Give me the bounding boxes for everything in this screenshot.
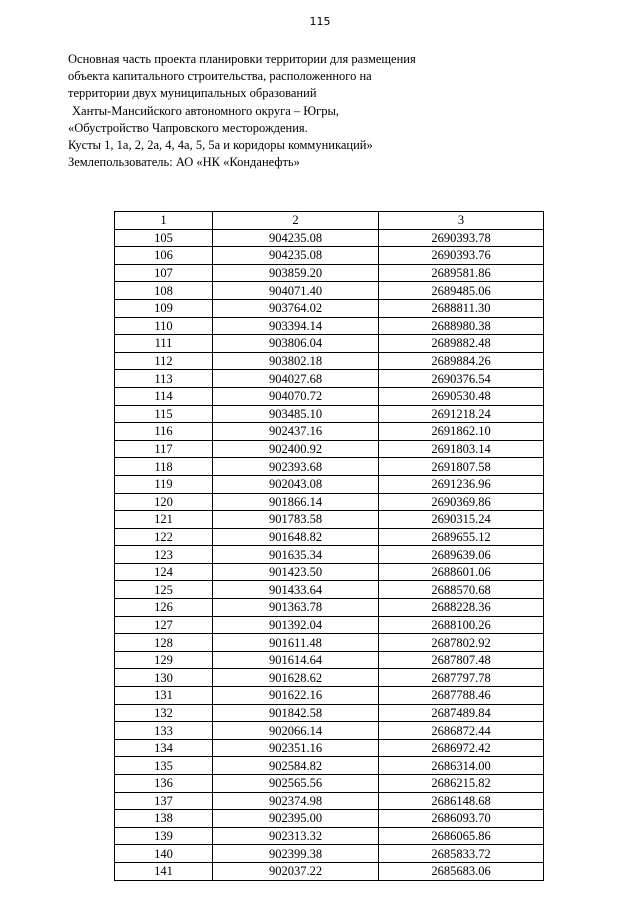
point-number-cell: 135 [115,757,213,775]
table-row [115,370,544,388]
y-coordinate-cell: 2689485.06 [379,282,544,300]
x-coordinate-cell: 901363.78 [213,599,379,617]
table-row [115,299,544,317]
x-coordinate-cell: 904071.40 [213,282,379,300]
table-row [115,423,544,441]
y-coordinate-cell: 2688601.06 [379,563,544,581]
y-coordinate-cell: 2688228.36 [379,599,544,617]
x-coordinate-cell: 902313.32 [213,827,379,845]
point-number-cell: 121 [115,511,213,529]
point-number-cell: 127 [115,616,213,634]
document-header [68,51,588,171]
y-coordinate-cell: 2686314.00 [379,757,544,775]
header-line: объекта капитального строительства, расположенного на [68,69,372,84]
table-row [115,247,544,265]
table-row [115,335,544,353]
x-coordinate-cell: 902399.38 [213,845,379,863]
table-row [115,581,544,599]
table-row [115,669,544,687]
y-coordinate-cell: 2690530.48 [379,387,544,405]
table-row [115,264,544,282]
x-coordinate-cell: 902066.14 [213,722,379,740]
point-number-cell: 132 [115,704,213,722]
column-header: 1 [115,212,213,230]
page-number: 115 [309,15,331,28]
y-coordinate-cell: 2686972.42 [379,739,544,757]
table-row [115,282,544,300]
table-row [115,827,544,845]
y-coordinate-cell: 2689884.26 [379,352,544,370]
point-number-cell: 126 [115,599,213,617]
table-row [115,229,544,247]
table-row [115,440,544,458]
y-coordinate-cell: 2688100.26 [379,616,544,634]
y-coordinate-cell: 2686065.86 [379,827,544,845]
y-coordinate-cell: 2689639.06 [379,546,544,564]
point-number-cell: 108 [115,282,213,300]
table-row [115,405,544,423]
y-coordinate-cell: 2687788.46 [379,687,544,705]
table-row [115,634,544,652]
point-number-cell: 110 [115,317,213,335]
y-coordinate-cell: 2690376.54 [379,370,544,388]
point-number-cell: 117 [115,440,213,458]
table-row [115,704,544,722]
table-row [115,317,544,335]
table-row [115,528,544,546]
y-coordinate-cell: 2686872.44 [379,722,544,740]
point-number-cell: 119 [115,475,213,493]
point-number-cell: 129 [115,651,213,669]
x-coordinate-cell: 901635.34 [213,546,379,564]
table-row [115,352,544,370]
y-coordinate-cell: 2685833.72 [379,845,544,863]
point-number-cell: 141 [115,862,213,880]
x-coordinate-cell: 901842.58 [213,704,379,722]
y-coordinate-cell: 2691807.58 [379,458,544,476]
y-coordinate-cell: 2691803.14 [379,440,544,458]
header-line: Землепользователь: АО «НК «Конданефть» [68,155,300,170]
x-coordinate-cell: 901614.64 [213,651,379,669]
x-coordinate-cell: 901866.14 [213,493,379,511]
y-coordinate-cell: 2686093.70 [379,810,544,828]
x-coordinate-cell: 901783.58 [213,511,379,529]
table-row [115,722,544,740]
y-coordinate-cell: 2687802.92 [379,634,544,652]
table-row [115,511,544,529]
point-number-cell: 115 [115,405,213,423]
point-number-cell: 120 [115,493,213,511]
y-coordinate-cell: 2686148.68 [379,792,544,810]
y-coordinate-cell: 2688811.30 [379,299,544,317]
point-number-cell: 130 [115,669,213,687]
y-coordinate-cell: 2691236.96 [379,475,544,493]
x-coordinate-cell: 902037.22 [213,862,379,880]
table-row [115,862,544,880]
point-number-cell: 125 [115,581,213,599]
y-coordinate-cell: 2690393.78 [379,229,544,247]
point-number-cell: 109 [115,299,213,317]
x-coordinate-cell: 903764.02 [213,299,379,317]
point-number-cell: 113 [115,370,213,388]
table-row [115,546,544,564]
column-header: 3 [379,212,544,230]
y-coordinate-cell: 2690369.86 [379,493,544,511]
x-coordinate-cell: 901392.04 [213,616,379,634]
point-number-cell: 106 [115,247,213,265]
table-row [115,458,544,476]
table-row [115,387,544,405]
point-number-cell: 138 [115,810,213,828]
x-coordinate-cell: 902437.16 [213,423,379,441]
y-coordinate-cell: 2687489.84 [379,704,544,722]
point-number-cell: 131 [115,687,213,705]
table-row [115,493,544,511]
table-row [115,810,544,828]
point-number-cell: 112 [115,352,213,370]
x-coordinate-cell: 901423.50 [213,563,379,581]
x-coordinate-cell: 901611.48 [213,634,379,652]
x-coordinate-cell: 902395.00 [213,810,379,828]
table-row [115,845,544,863]
header-line: Ханты-Мансийского автономного округа – Югры, [72,103,340,118]
point-number-cell: 114 [115,387,213,405]
x-coordinate-cell: 902043.08 [213,475,379,493]
point-number-cell: 111 [115,335,213,353]
y-coordinate-cell: 2691218.24 [379,405,544,423]
point-number-cell: 105 [115,229,213,247]
point-number-cell: 128 [115,634,213,652]
y-coordinate-cell: 2685683.06 [379,862,544,880]
table-row [115,757,544,775]
point-number-cell: 137 [115,792,213,810]
x-coordinate-cell: 902374.98 [213,792,379,810]
point-number-cell: 116 [115,423,213,441]
x-coordinate-cell: 903802.18 [213,352,379,370]
header-line: Кусты 1, 1а, 2, 2а, 4, 4а, 5, 5а и коридоры коммуникаций» [68,138,373,153]
table-row [115,616,544,634]
x-coordinate-cell: 904235.08 [213,247,379,265]
x-coordinate-cell: 901628.62 [213,669,379,687]
point-number-cell: 123 [115,546,213,564]
x-coordinate-cell: 904027.68 [213,370,379,388]
table-row [115,739,544,757]
x-coordinate-cell: 903394.14 [213,317,379,335]
table-row [115,475,544,493]
y-coordinate-cell: 2689581.86 [379,264,544,282]
table-row [115,599,544,617]
y-coordinate-cell: 2691862.10 [379,423,544,441]
x-coordinate-cell: 903485.10 [213,405,379,423]
y-coordinate-cell: 2689882.48 [379,335,544,353]
point-number-cell: 140 [115,845,213,863]
table-row [115,563,544,581]
y-coordinate-cell: 2687797.78 [379,669,544,687]
header-line: «Обустройство Чапровского месторождения. [68,120,308,135]
x-coordinate-cell: 904235.08 [213,229,379,247]
coordinates-table [114,211,544,881]
x-coordinate-cell: 902565.56 [213,775,379,793]
x-coordinate-cell: 901433.64 [213,581,379,599]
x-coordinate-cell: 901622.16 [213,687,379,705]
y-coordinate-cell: 2688570.68 [379,581,544,599]
table-row [115,651,544,669]
header-line: Основная часть проекта планировки территории для размещения [68,52,416,66]
table-body [115,229,544,880]
x-coordinate-cell: 904070.72 [213,387,379,405]
x-coordinate-cell: 903859.20 [213,264,379,282]
point-number-cell: 124 [115,563,213,581]
x-coordinate-cell: 902393.68 [213,458,379,476]
point-number-cell: 136 [115,775,213,793]
y-coordinate-cell: 2688980.38 [379,317,544,335]
point-number-cell: 118 [115,458,213,476]
column-header: 2 [213,212,379,230]
y-coordinate-cell: 2690315.24 [379,511,544,529]
x-coordinate-cell: 901648.82 [213,528,379,546]
x-coordinate-cell: 902584.82 [213,757,379,775]
table-header-row [115,212,544,230]
x-coordinate-cell: 902400.92 [213,440,379,458]
point-number-cell: 139 [115,827,213,845]
table-row [115,792,544,810]
point-number-cell: 122 [115,528,213,546]
y-coordinate-cell: 2689655.12 [379,528,544,546]
header-line: территории двух муниципальных образований [68,86,317,101]
y-coordinate-cell: 2687807.48 [379,651,544,669]
point-number-cell: 134 [115,739,213,757]
x-coordinate-cell: 903806.04 [213,335,379,353]
y-coordinate-cell: 2686215.82 [379,775,544,793]
point-number-cell: 133 [115,722,213,740]
y-coordinate-cell: 2690393.76 [379,247,544,265]
table-row [115,687,544,705]
table-row [115,775,544,793]
point-number-cell: 107 [115,264,213,282]
x-coordinate-cell: 902351.16 [213,739,379,757]
